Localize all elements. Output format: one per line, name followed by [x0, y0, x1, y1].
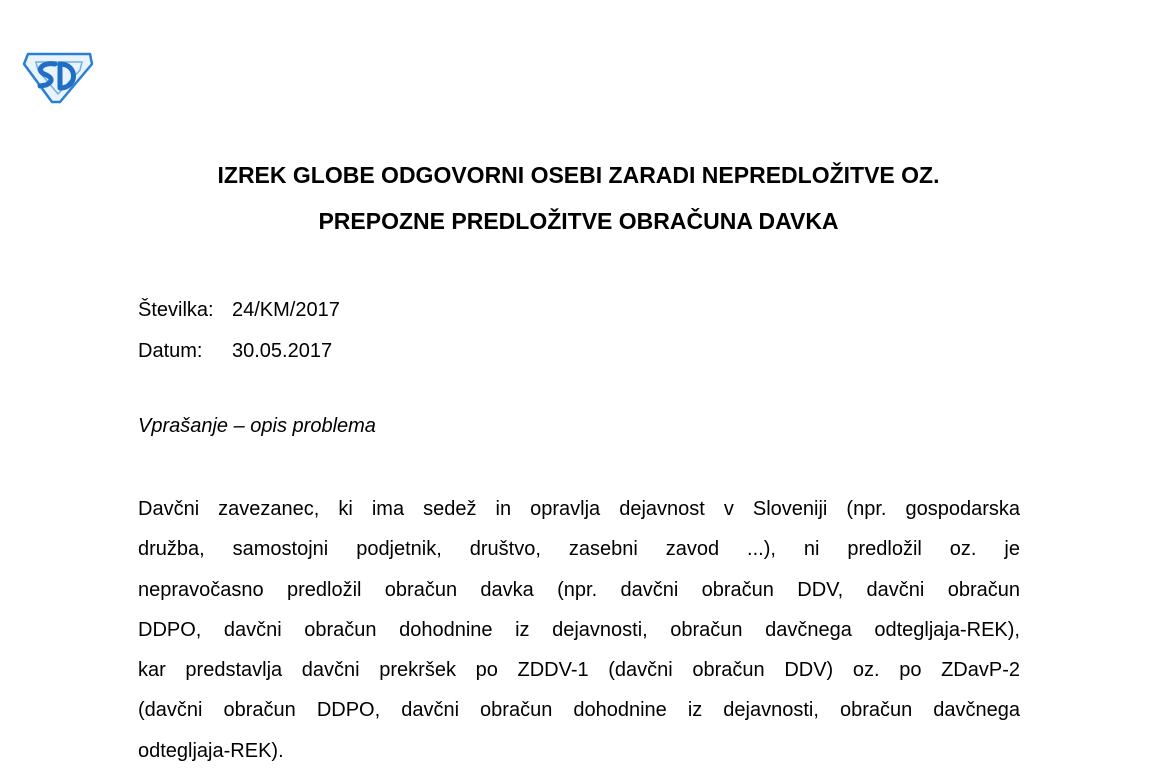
paragraph-line: DDPO, davčni obračun dohodnine iz dejavnosti, obračun davčnega odtegljaja-REK),: [138, 618, 1020, 641]
title-line-1: IZREK GLOBE ODGOVORNI OSEBI ZARADI NEPREDLOŽITVE OZ.: [217, 162, 940, 188]
number-value: 24/KM/2017: [232, 299, 340, 321]
body-paragraph: [138, 489, 1020, 771]
question-heading: Vprašanje – opis problema: [138, 415, 376, 437]
document-title: [0, 152, 1157, 244]
date-value: 30.05.2017: [232, 340, 333, 362]
document-meta: [138, 290, 340, 372]
number-row: [138, 290, 340, 331]
paragraph-line: odtegljaja-REK).: [138, 739, 284, 762]
date-row: [138, 331, 340, 372]
paragraph-line: (davčni obračun DDPO, davčni obračun dohodnine iz dejavnosti, obračun davčnega: [138, 699, 1020, 722]
date-label: Datum:: [138, 340, 203, 362]
paragraph-line: nepravočasno predložil obračun davka (npr. davčni obračun DDV, davčni obračun: [138, 578, 1020, 601]
number-label: Številka:: [138, 299, 214, 321]
sd-logo-icon: [22, 48, 96, 104]
paragraph-line: družba, samostojni podjetnik, društvo, zasebni zavod ...), ni predložil oz. je: [138, 538, 1020, 561]
paragraph-line: kar predstavlja davčni prekršek po ZDDV-1 (davčni obračun DDV) oz. po ZDavP-2: [138, 659, 1020, 682]
paragraph-line: Davčni zavezanec, ki ima sedež in opravlja dejavnost v Sloveniji (npr. gospodarska: [138, 498, 1020, 520]
title-line-2: PREPOZNE PREDLOŽITVE OBRAČUNA DAVKA: [318, 208, 839, 234]
